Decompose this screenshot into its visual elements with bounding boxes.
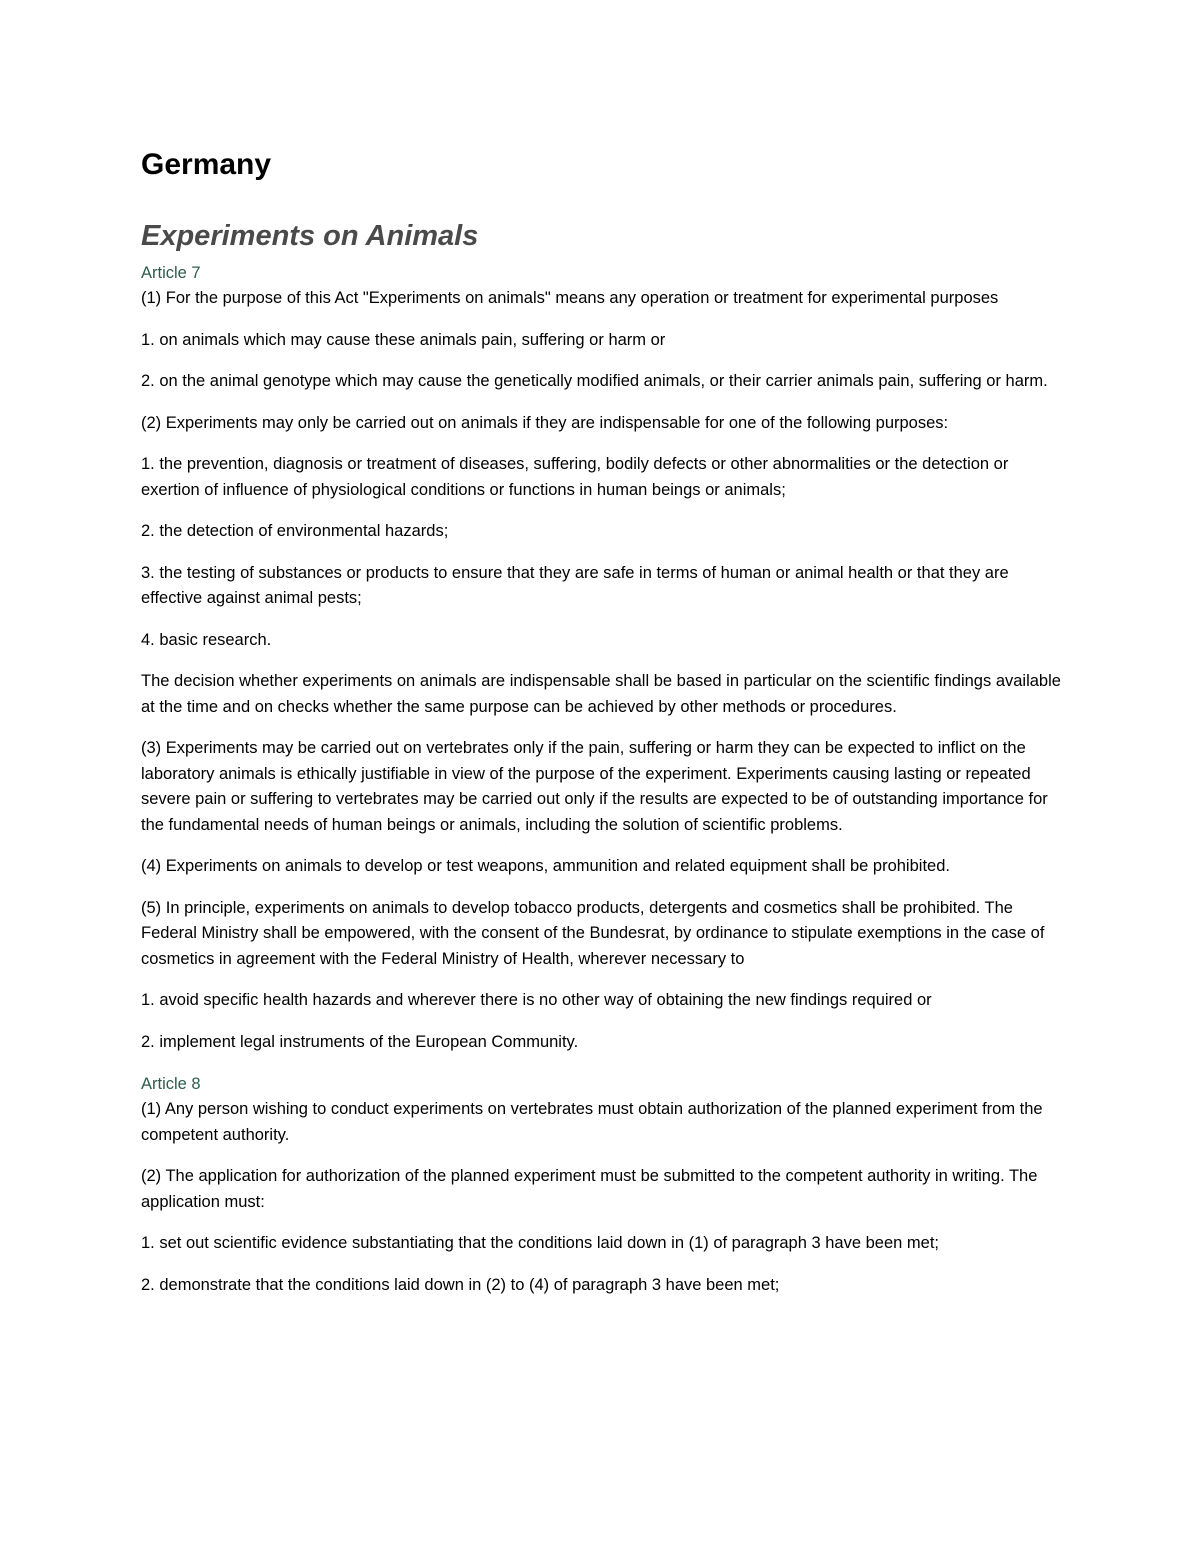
document-subtitle: Experiments on Animals xyxy=(141,220,479,252)
paragraph: (2) Experiments may only be carried out on animals if they are indispensable for one of the following purposes: xyxy=(141,413,949,432)
article-8 xyxy=(141,1071,1061,1298)
paragraph: 2. demonstrate that the conditions laid down in (2) to (4) of paragraph 3 have been met; xyxy=(141,1275,780,1294)
article-7 xyxy=(141,260,1061,1055)
paragraph: The decision whether experiments on animals are indispensable shall be based in particular on the scientific findings available at the time and on checks whether the same purpose can be achieved by other methods or procedures. xyxy=(141,672,1061,716)
paragraph: (2) The application for authorization of the planned experiment must be submitted to the competent authority in writing. The application must: xyxy=(141,1167,1038,1211)
article-heading: Article 7 xyxy=(141,264,201,282)
paragraph: (3) Experiments may be carried out on vertebrates only if the pain, suffering or harm they can be expected to inflict on the laboratory animals is ethically justifiable in view of the purpose of the experiment. Experiments causing lasting or repeated severe pain or suffering to vertebrates may be carried out only if the results are expected to be of outstanding importance for the fundamental needs of human beings or animals, including the solution of scientific problems. xyxy=(141,739,1048,834)
paragraph: 4. basic research. xyxy=(141,630,272,649)
paragraph: 2. the detection of environmental hazards; xyxy=(141,522,449,540)
paragraph: (1) Any person wishing to conduct experiments on vertebrates must obtain authorization of the planned experiment from the competent authority. xyxy=(141,1100,1043,1144)
paragraph: 2. implement legal instruments of the European Community. xyxy=(141,1032,579,1051)
paragraph: 1. avoid specific health hazards and wherever there is no other way of obtaining the new findings required or xyxy=(141,991,932,1009)
paragraph: (5) In principle, experiments on animals to develop tobacco products, detergents and cosmetics shall be prohibited. The Federal Ministry shall be empowered, with the consent of the Bundesrat, by ordinance to stipulate exemptions in the case of cosmetics in agreement with the Federal Ministry of Health, wherever necessary to xyxy=(141,898,1045,968)
paragraph: 2. on the animal genotype which may cause the genetically modified animals, or their carrier animals pain, suffering or harm. xyxy=(141,372,1048,390)
paragraph: (4) Experiments on animals to develop or test weapons, ammunition and related equipment shall be prohibited. xyxy=(141,857,950,875)
article-heading: Article 8 xyxy=(141,1075,201,1093)
document-title: Germany xyxy=(141,148,272,181)
paragraph: 1. set out scientific evidence substantiating that the conditions laid down in (1) of paragraph 3 have been met; xyxy=(141,1234,939,1252)
paragraph: 1. the prevention, diagnosis or treatment of diseases, suffering, bodily defects or other abnormalities or the detection or exertion of influence of physiological conditions or functions in human beings or animals; xyxy=(141,455,1009,499)
paragraph: 1. on animals which may cause these animals pain, suffering or harm or xyxy=(141,330,666,349)
paragraph: (1) For the purpose of this Act "Experiments on animals" means any operation or treatment for experimental purposes xyxy=(141,289,999,307)
paragraph: 3. the testing of substances or products to ensure that they are safe in terms of human or animal health or that they are effective against animal pests; xyxy=(141,563,1009,607)
document-page xyxy=(141,146,1061,1314)
